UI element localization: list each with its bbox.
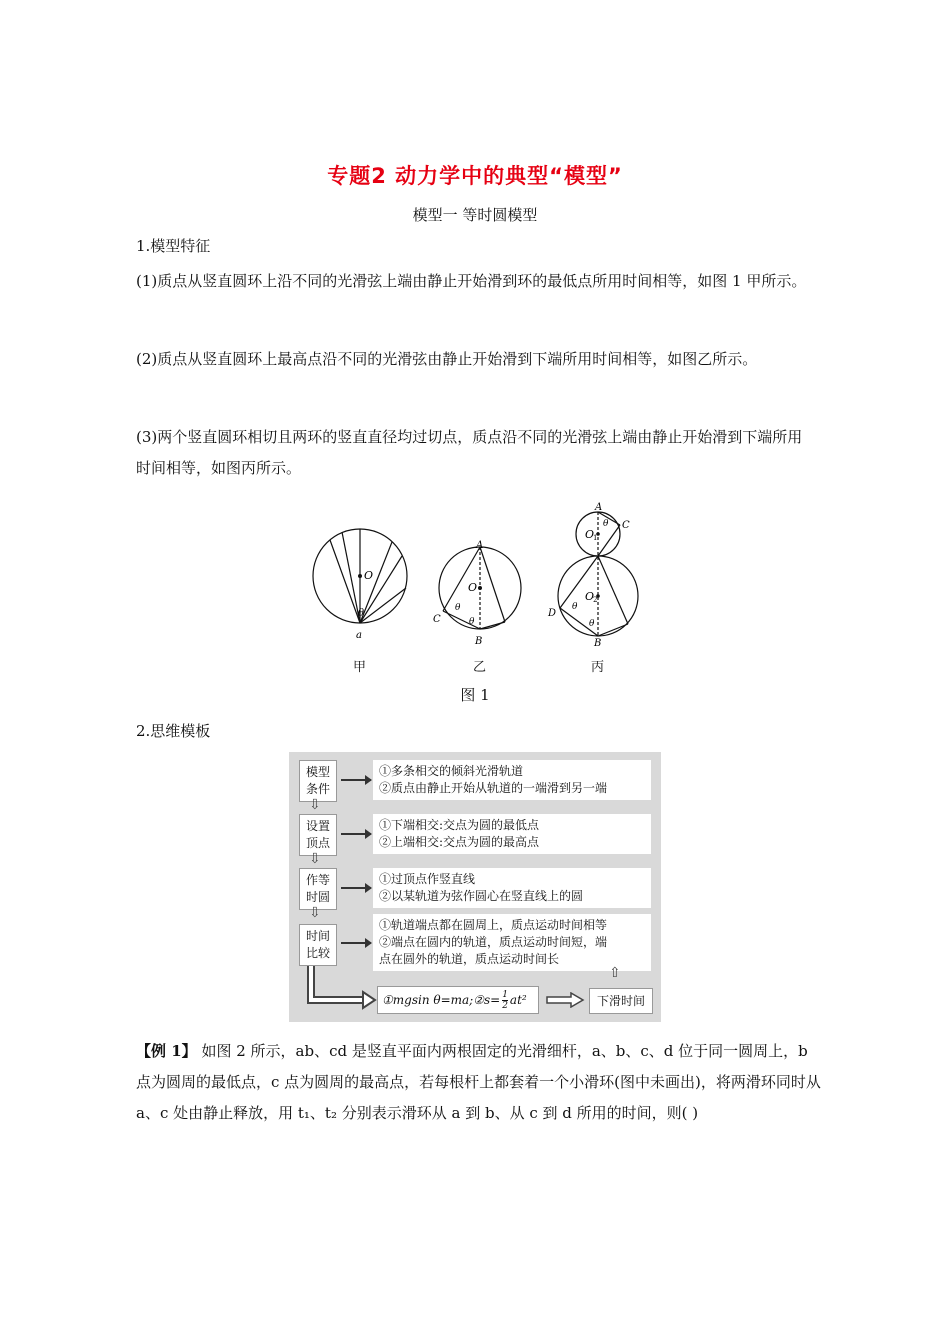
step-label-4-line-2: 比较: [305, 946, 330, 960]
bing-theta-left: θ: [572, 602, 578, 612]
section2-heading: 2.思维模板: [136, 722, 211, 740]
bing-B-label: B: [594, 638, 602, 649]
step-2-line-1: ①下端相交:交点为圆的最低点: [379, 818, 540, 832]
step-3-line-1: ①过顶点作竖直线: [379, 872, 476, 886]
step-3-line-2: ②以某轨道为弦作圆心在竖直线上的圆: [379, 889, 584, 903]
step-box-1: [373, 760, 651, 800]
section1-heading: 1.模型特征: [136, 237, 211, 255]
result-box: 下滑时间: [589, 988, 653, 1014]
step-label-1: [299, 760, 337, 802]
example-1: [136, 1036, 826, 1129]
arrow-right-1: [341, 779, 371, 781]
formula-text: ①mgsin θ=ma;②s=: [382, 993, 501, 1007]
step-label-2: [299, 814, 337, 856]
subtitle: 模型一 等时圆模型: [412, 206, 538, 224]
down-arrow-icon: ⇩: [309, 905, 321, 921]
fraction-numerator: 1: [502, 989, 508, 1000]
step-1-line-2: ②质点由静止开始从轨道的一端滑到另一端: [379, 781, 608, 795]
yi-C-label: C: [433, 614, 441, 625]
figure-1-caption: 图 1: [460, 686, 490, 704]
jia-theta-label: θ: [358, 608, 365, 619]
step-box-2: [373, 814, 651, 854]
step-label-3-line-2: 时圆: [305, 890, 330, 904]
arrow-right-4: [341, 942, 371, 944]
bing-D-label: D: [548, 608, 557, 619]
step-label-3: [299, 868, 337, 910]
caption-bing: 丙: [591, 660, 605, 675]
example-text: 如图 2 所示，ab、cd 是竖直平面内两根固定的光滑细杆，a、b、c、d 位于同一圆周上，b 点为圆周的最低点，c 点为圆周的最高点，若每根杆上都套着一个小滑环(图中未画出)，将两滑环同时从 a、c 处由静止释放，用 t₁、t₂ 分别表示滑环从 a 到 b、从 c 到 d 所用的时间，则( ): [136, 1042, 821, 1122]
step-label-1-line-2: 条件: [305, 782, 330, 796]
example-tag: 【例 1】: [136, 1042, 197, 1060]
step-box-3: [373, 868, 651, 908]
step-4-line-3: 点在圆外的轨道，质点运动时间长: [379, 952, 560, 966]
bing-theta-bottom: θ: [589, 619, 595, 629]
step-label-4-line-1: 时间: [305, 929, 330, 943]
paragraph-2: (2)质点从竖直圆环上最高点沿不同的光滑弦由静止开始滑到下端所用时间相等，如图乙所示。: [136, 350, 758, 368]
yi-theta-1: θ: [455, 603, 461, 613]
step-label-1-line-1: 模型: [305, 765, 330, 779]
thinking-template: [289, 752, 661, 1022]
jia-O-label: O: [364, 569, 374, 582]
arrow-right-2: [341, 833, 371, 835]
bing-A-label: A: [595, 502, 603, 513]
right-arrow-icon: [545, 992, 585, 1008]
up-arrow-icon: ⇧: [609, 965, 621, 981]
step-1-line-1: ①多条相交的倾斜光滑轨道: [379, 764, 524, 778]
down-arrow-icon: ⇩: [309, 797, 321, 813]
step-2-line-2: ②上端相交:交点为圆的最高点: [379, 835, 540, 849]
arrow-right-3: [341, 887, 371, 889]
caption-yi: 乙: [473, 660, 487, 675]
step-label-2-line-2: 顶点: [305, 836, 330, 850]
caption-jia: 甲: [353, 660, 367, 675]
jia-a-label: a: [356, 630, 362, 641]
bing-O2-sub: 2: [593, 596, 598, 604]
step-4-line-2: ②端点在圆内的轨道，质点运动时间短，端: [379, 935, 608, 949]
formula-fraction: [502, 990, 508, 1011]
step-4-line-1: ①轨道端点都在圆周上，质点运动时间相等: [379, 918, 608, 932]
step-box-4: [373, 914, 651, 971]
bing-O2-label: O: [585, 590, 595, 603]
formula-tail: at²: [509, 993, 527, 1007]
bing-O1-label: O: [585, 528, 595, 541]
l-arrow-icon: [307, 966, 377, 1010]
yi-O-label: O: [468, 581, 478, 594]
step-label-3-line-1: 作等: [305, 873, 330, 887]
page-title: 专题2 动力学中的典型“模型”: [327, 164, 623, 188]
yi-B-label: B: [475, 636, 483, 647]
bing-C-label: C: [622, 520, 630, 531]
paragraph-1: (1)质点从竖直圆环上沿不同的光滑弦上端由静止开始滑到环的最低点所用时间相等，如图 1 甲所示。: [136, 272, 807, 290]
bing-O1-sub: 1: [593, 534, 598, 542]
bing-theta-top: θ: [603, 519, 609, 529]
step-label-2-line-1: 设置: [305, 819, 330, 833]
formula-box: [377, 986, 539, 1014]
paragraph-3: (3)两个竖直圆环相切且两环的竖直直径均过切点，质点沿不同的光滑弦上端由静止开始滑到下端所用时间相等，如图丙所示。: [136, 428, 803, 477]
yi-A-label: A: [476, 540, 484, 551]
down-arrow-icon: ⇩: [309, 851, 321, 867]
fraction-denominator: 2: [502, 1000, 508, 1011]
step-label-4: [299, 924, 337, 966]
yi-theta-2: θ: [469, 617, 475, 627]
